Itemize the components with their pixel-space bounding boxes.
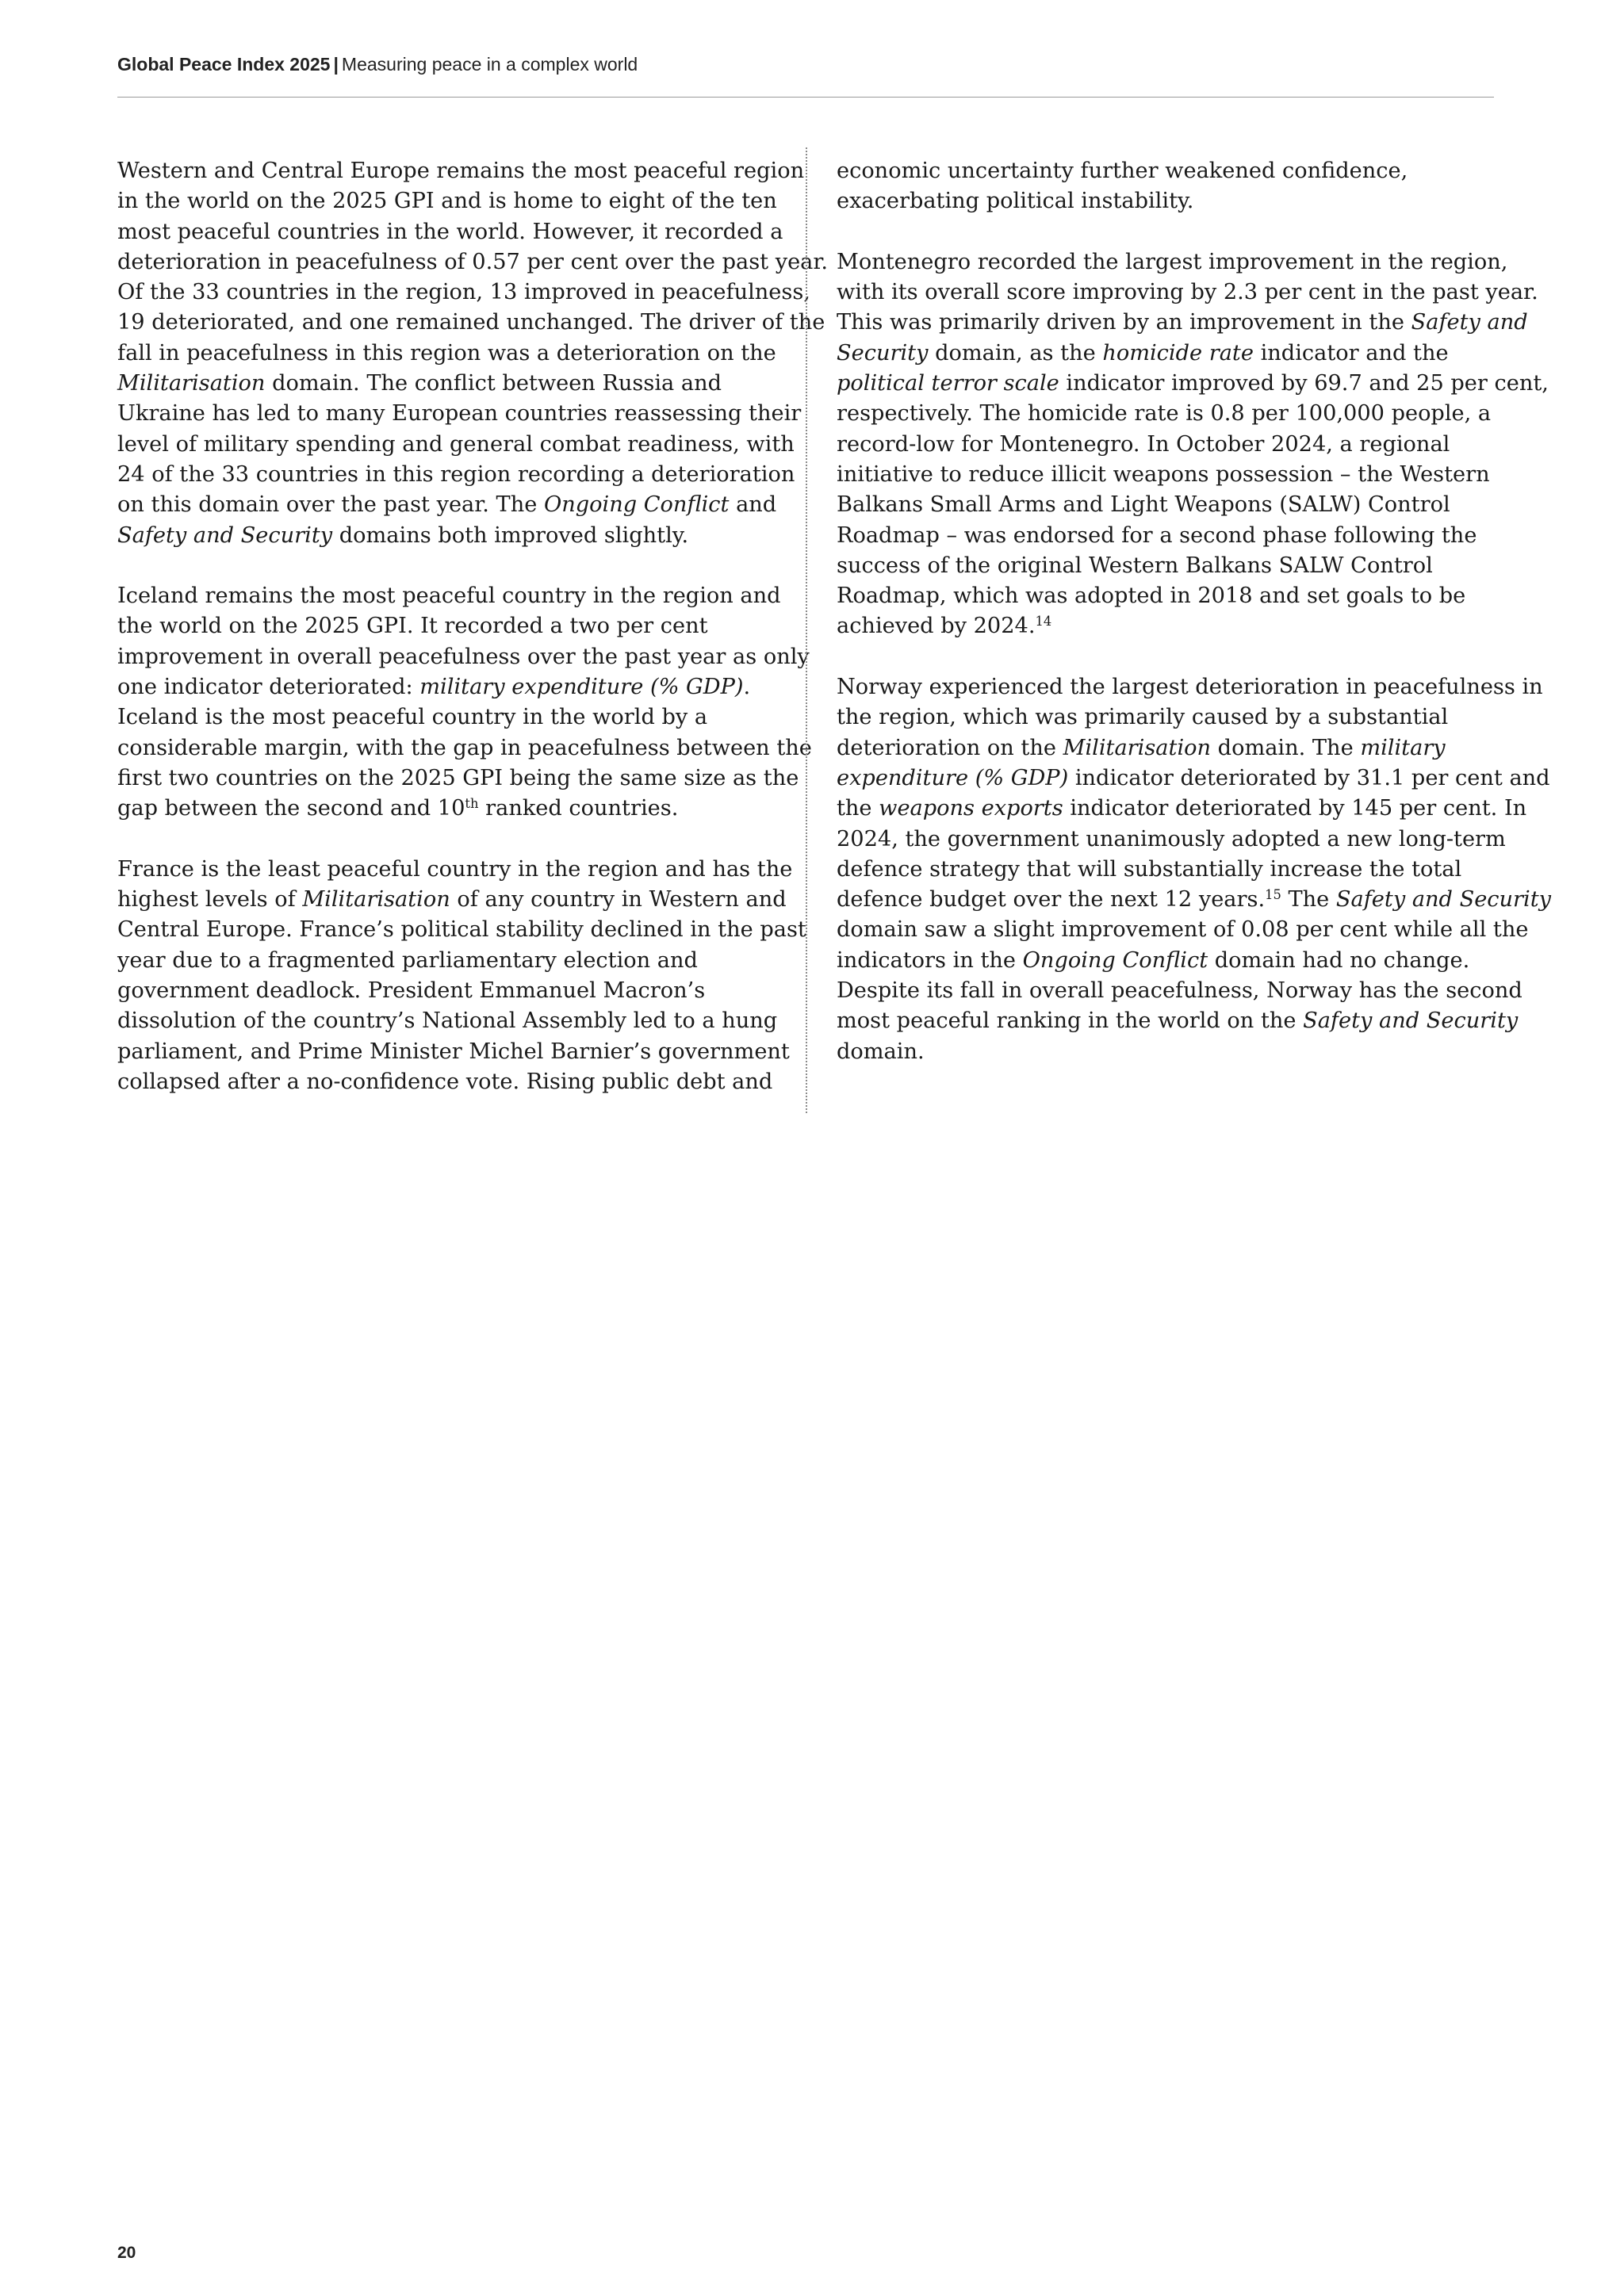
text-line: collapsed after a no-confidence vote. Rising public debt and — [117, 1069, 773, 1094]
text-line: Iceland is the most peaceful country in the world by a — [117, 705, 708, 730]
text-line: This was primarily driven by an improvement in the Safety and — [837, 310, 1528, 335]
text-line: with its overall score improving by 2.3 per cent in the past year. — [837, 280, 1538, 305]
text-line: economic uncertainty further weakened confidence, — [837, 159, 1408, 183]
paragraph — [837, 672, 1552, 1067]
page-number: 20 — [117, 2244, 136, 2262]
text-line: Central Europe. France’s political stability declined in the past — [117, 917, 806, 943]
text-line: 2024, the government unanimously adopted a new long-term — [837, 826, 1506, 851]
paragraph — [117, 156, 829, 551]
text-line: in the world on the 2025 GPI and is home to eight of the ten — [117, 189, 777, 214]
text-line: government deadlock. President Emmanuel Macron’s — [117, 978, 706, 1004]
text-line: defence budget over the next 12 years.$^{15}$ The Safety and Security — [837, 887, 1552, 913]
text-line: parliament, and Prime Minister Michel Barnier’s government — [117, 1039, 790, 1064]
paragraph — [837, 247, 1549, 642]
text-line: improvement in overall peacefulness over the past year as only — [117, 644, 810, 669]
text-line: domain saw a slight improvement of 0.08 per cent while all the — [837, 917, 1529, 943]
text-line: most peaceful ranking in the world on the Safety and Security — [837, 1008, 1519, 1034]
text-line: 24 of the 33 countries in this region recording a deterioration — [117, 461, 795, 487]
text-line: Security domain, as the homicide rate indicator and the — [837, 340, 1449, 365]
text-line: deterioration in peacefulness of 0.57 per cent over the past year. — [117, 249, 829, 274]
text-line: France is the least peaceful country in the region and has the — [117, 856, 793, 882]
text-line: the weapons exports indicator deteriorated by 145 per cent. In — [837, 796, 1527, 821]
text-line: domain. — [837, 1039, 925, 1064]
column-divider — [806, 147, 807, 1113]
text-line: Montenegro recorded the largest improvement in the region, — [837, 249, 1508, 274]
text-line: Safety and Security domains both improved slightly. — [117, 522, 689, 548]
text-line: most peaceful countries in the world. However, it recorded a — [117, 219, 783, 244]
text-line: expenditure (% GDP) indicator deteriorated by 31.1 per cent and — [837, 765, 1550, 790]
header-separator: | — [333, 54, 339, 75]
text-line: Balkans Small Arms and Light Weapons (SALW) Control — [837, 492, 1450, 518]
text-line: Iceland remains the most peaceful country in the region and — [117, 584, 781, 609]
text-line: achieved by 2024.14 — [837, 614, 1052, 639]
text-line: deterioration on the Militarisation domain. The military — [837, 735, 1446, 760]
header-rule — [117, 97, 1494, 98]
paragraph — [837, 156, 1496, 217]
text-line: gap between the second and 10th ranked countries. — [117, 796, 679, 821]
text-line: Of the 33 countries in the region, 13 improved in peacefulness, — [117, 280, 810, 305]
running-header — [117, 54, 638, 75]
text-line: year due to a fragmented parliamentary election and — [117, 947, 698, 973]
publication-subtitle: Measuring peace in a complex world — [341, 54, 638, 75]
paragraph — [117, 581, 812, 824]
text-line: record-low for Montenegro. In October 2024, a regional — [837, 431, 1450, 457]
text-line: Western and Central Europe remains the most peaceful region — [117, 159, 805, 183]
paragraph — [117, 855, 806, 1097]
text-line: political terror scale indicator improved by 69.7 and 25 per cent, — [837, 371, 1549, 396]
text-line: one indicator deteriorated: military expenditure (% GDP). — [117, 675, 751, 700]
text-line: Roadmap, which was adopted in 2018 and set goals to be — [837, 584, 1466, 609]
text-line: considerable margin, with the gap in peacefulness between the — [117, 735, 812, 760]
text-line: the world on the 2025 GPI. It recorded a two per cent — [117, 614, 708, 639]
left-column — [117, 156, 829, 1097]
text-line: indicators in the Ongoing Conflict domain had no change. — [837, 947, 1470, 973]
text-line: defence strategy that will substantially increase the total — [837, 856, 1462, 882]
text-line: success of the original Western Balkans SALW Control — [837, 553, 1433, 578]
text-line: Militarisation domain. The conflict between Russia and — [117, 371, 722, 396]
publication-title: Global Peace Index 2025 — [117, 54, 331, 75]
text-line: Roadmap – was endorsed for a second phase following the — [837, 522, 1477, 548]
text-line: fall in peacefulness in this region was a deterioration on the — [117, 340, 776, 365]
text-line: exacerbating political instability. — [837, 189, 1194, 214]
text-line: initiative to reduce illicit weapons possession – the Western — [837, 461, 1490, 487]
text-line: 19 deteriorated, and one remained unchanged. The driver of the — [117, 310, 825, 335]
text-line: respectively. The homicide rate is 0.8 per 100,000 people, a — [837, 401, 1492, 427]
text-line: dissolution of the country’s National Assembly led to a hung — [117, 1008, 778, 1034]
text-line: level of military spending and general combat readiness, with — [117, 431, 795, 457]
text-line: on this domain over the past year. The Ongoing Conflict and — [117, 492, 777, 518]
text-line: highest levels of Militarisation of any country in Western and — [117, 887, 787, 913]
text-line: Norway experienced the largest deterioration in peacefulness in — [837, 675, 1543, 700]
text-line: Despite its fall in overall peacefulness, Norway has the second — [837, 978, 1522, 1004]
text-line: the region, which was primarily caused by a substantial — [837, 705, 1449, 730]
text-line: first two countries on the 2025 GPI being the same size as the — [117, 765, 799, 790]
right-column — [837, 156, 1552, 1067]
text-line: Ukraine has led to many European countries reassessing their — [117, 401, 802, 427]
